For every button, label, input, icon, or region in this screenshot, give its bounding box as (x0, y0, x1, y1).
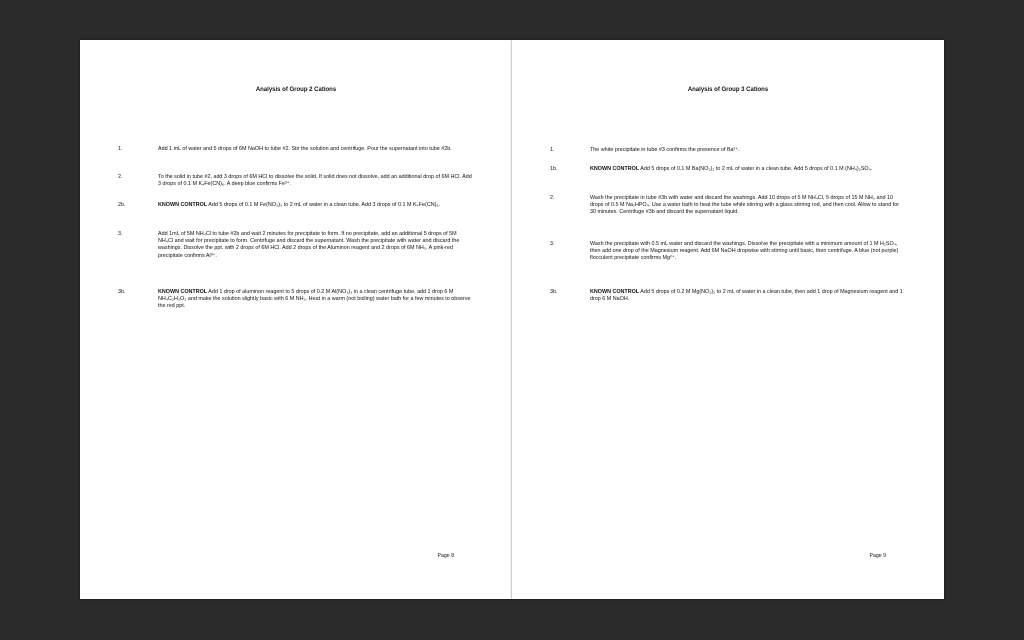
procedure-step (550, 147, 904, 154)
procedure-step (550, 289, 904, 303)
page-number: Page 8 (437, 553, 454, 559)
step-text: Add 5 drops of 0.1 M Fe(NO₃)₃ to 2 mL of water in a clean tube. Add 3 drops of 0.1 M K₄Fe(CN)₆. (207, 202, 441, 208)
step-text: Add 1 mL of water and 5 drops of 6M NaOH to tube #2. Stir the solution and centrifuge. Pour the supernatant into tube #2b. (158, 146, 452, 152)
step-number: 1. (550, 147, 555, 153)
step-text: Add 1mL of 5M NH₄Cl to tube #2b and wait 2 minutes for precipitate to form. If no precipitate, add an additional 5 drops of 5M NH₄Cl and wait for precipitate to form. Centrifuge and discard the supernatant. Wash the precipitate with water and discard the washings. Dissolve the ppt. with 2 drops of 6M HCl. Add 2 drops of the Aluminon reagent and 2 drops of 6M NH₃. A pink-red precipitate confirms Al³⁺. (158, 231, 460, 259)
step-text: To the solid in tube #2, add 3 drops of 6M HCl to dissolve the solid. If solid does not dissolve, add an additional drop of 6M HCl. Add 3 drops of 0.1 M K₄Fe(CN)₆. A deep blue confirms Fe³⁺. (158, 174, 472, 188)
step-number: 3b. (118, 289, 126, 295)
step-text: Wash the precipitate in tube #3b with water and discard the washings. Add 10 drops of 5 M NH₄Cl, 5 drops of 15 M NH₃ and 10 drops of 0.5 M Na₂HPO₄. Use a water bath to heat the tube while stirring with a glass stirring rod, and then cool. Allow to stand for 30 minutes. Centrifuge #3b and discard the supernatant liquid. (590, 195, 900, 216)
procedure-step (118, 202, 472, 209)
step-text: The white precipitate in tube #3 confirms the presence of Ba²⁺. (590, 147, 740, 153)
procedure-step (118, 231, 472, 260)
page-title: Analysis of Group 2 Cations (255, 87, 337, 93)
procedure-step (118, 146, 472, 153)
document-page-9 (512, 40, 944, 599)
known-control-label: KNOWN CONTROL (158, 289, 208, 295)
step-text: Add 5 drops of 0.2 M Mg(NO₃)₂ to 2 mL of water in a clean tube, then add 1 drop of Magnesium reagent and 1 drop 6 M NaOH. (590, 289, 903, 303)
procedure-step (118, 289, 472, 311)
known-control-label: KNOWN CONTROL (158, 202, 208, 208)
step-number: 3b. (550, 289, 558, 295)
procedure-step (118, 174, 472, 188)
step-number: 3. (118, 231, 123, 237)
step-number: 2. (118, 174, 123, 180)
step-number: 2. (550, 195, 555, 201)
document-page-8 (80, 40, 512, 599)
procedure-step (550, 166, 904, 173)
step-number: 2b. (118, 202, 126, 208)
known-control-label: KNOWN CONTROL (590, 289, 640, 295)
step-text: Add 5 drops of 0.1 M Ba(NO₃)₂ to 2 mL of water in a clean tube. Add 5 drops of 0.1 M (NH₄)₂SO₄. (639, 166, 873, 172)
page-title: Analysis of Group 3 Cations (687, 87, 769, 93)
step-number: 1b. (550, 166, 558, 172)
step-text: Wash the precipitate with 0.5 mL water and discard the washings. Dissolve the precipitate with a minimum amount of 1 M H₂SO₄, then add one drop of the Magnesium reagent. Add 6M NaOH dropwise with stirring until basic, then centrifuge. A blue (not purple) flocculent precipitate confirms Mg²⁺. (590, 241, 899, 262)
step-number: 1. (118, 146, 123, 152)
step-text: Add 1 drop of aluminon reagent to 5 drops of 0.2 M Al(NO₃)₃ in a clean centrifuge tube, add 1 drop 6 M NH₄C₂H₃O₂ and make the solution slightly basic with 6 M NH₃. Heat in a warm (not boiling) water bath for a few minutes to observe the red ppt. (158, 289, 471, 310)
step-number: 3. (550, 241, 555, 247)
procedure-step (550, 241, 904, 263)
procedure-step (550, 195, 904, 217)
known-control-label: KNOWN CONTROL (590, 166, 640, 172)
page-number: Page 9 (869, 553, 886, 559)
